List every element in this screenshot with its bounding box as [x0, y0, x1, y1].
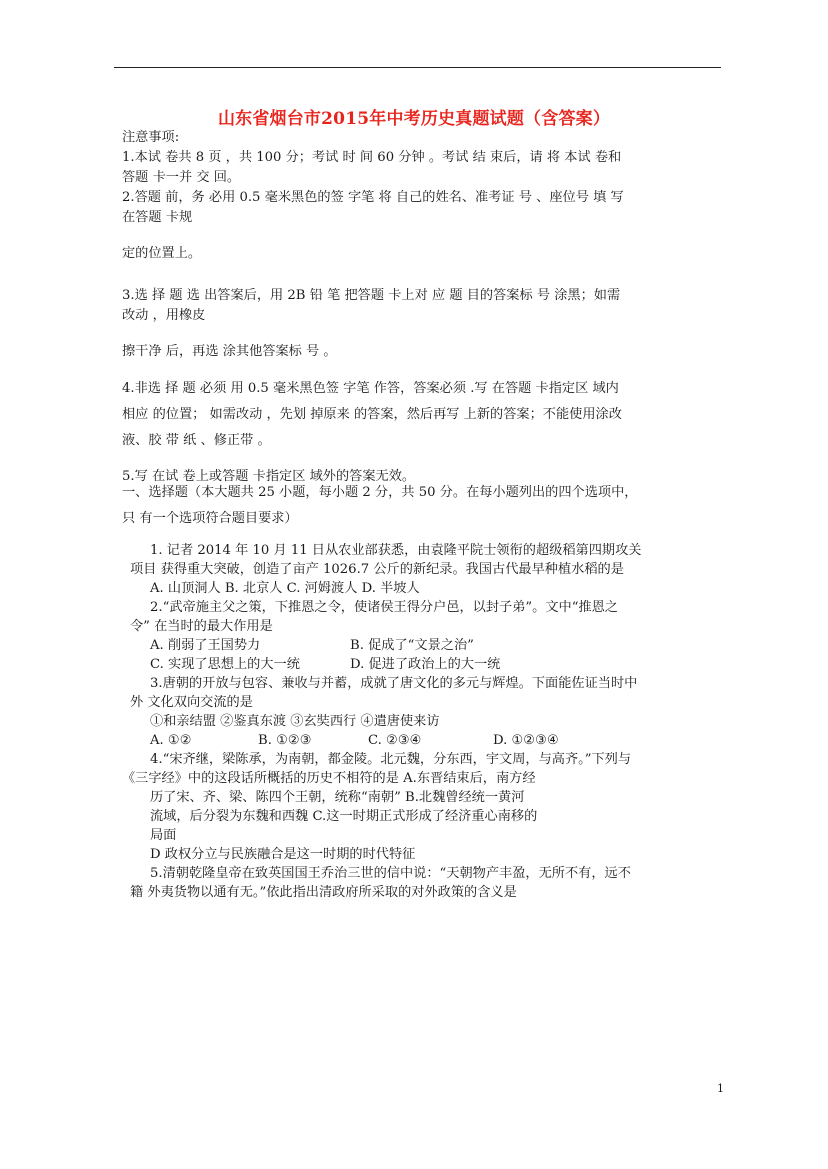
question-4-line: 流域，后分裂为东魏和西魏 C.这一时期正式形成了经济重心南移的 — [150, 809, 538, 824]
question-3-line: 3.唐朝的开放与包容、兼收与并蓄，成就了唐文化的多元与辉煌。下面能佐证当时中 — [150, 676, 638, 691]
question-1-options: A. 山顶洞人 B. 北京人 C. 河姆渡人 D. 半坡人 — [150, 581, 420, 596]
instruction-line: 答题 卡一并 交 回。 — [122, 170, 241, 185]
instruction-line: 定的位置上。 — [122, 246, 202, 261]
option-a: A. ①② — [150, 733, 192, 748]
question-4-line: 《三字经》中的这段话所概括的历史不相符的是 A.东晋结束后，南方经 — [122, 771, 536, 786]
question-2-options-row — [130, 655, 714, 674]
option-d: D. 促进了政治上的大一统 — [350, 657, 501, 672]
instruction-line: 5.写 在试 卷上或答题 卡指定区 域外的答案无效。 — [122, 469, 416, 484]
option-c: C. 实现了思想上的大一统 — [150, 657, 300, 672]
option-b: B. ①②③ — [258, 733, 312, 748]
instruction-line: 4.非选 择 题 必须 用 0.5 毫米黑色签 字笔 作答，答案必须 .写 在答题 卡指定区 域内 — [122, 381, 619, 396]
instruction-line: 改动 ，用橡皮 — [122, 308, 206, 323]
question-5-line: 5.清朝乾隆皇帝在致英国国王乔治三世的信中说：“天朝物产丰盈，无所不有，远不 — [150, 866, 631, 881]
option-d: D. ①②③④ — [493, 733, 559, 748]
question-4-line: 局面 — [150, 828, 177, 843]
question-2-line: 令” 在当时的最大作用是 — [130, 619, 273, 634]
question-2-line: 2.“武帝施主父之策，下推恩之令，使诸侯王得分户邑，以封子弟”。文中“推恩之 — [150, 600, 618, 615]
section-heading — [122, 480, 712, 532]
question-3-options-row — [130, 731, 714, 750]
instruction-line: 2.答题 前，务 必用 0.5 毫米黑色的签 字笔 将 自己的姓名、准考证 号 、座位号 填 写 — [122, 190, 624, 205]
question-1-line: 项目 获得重大突破，创造了亩产 1026.7 公斤的新纪录。我国古代最早种植水稻的是 — [130, 562, 624, 577]
question-4-line: 4.“宋齐继，梁陈承，为南朝，都金陵。北元魏，分东西，宇文周，与高齐。”下列与 — [150, 752, 632, 767]
page-title: 山东省烟台市2015年中考历史真题试题（含答案） — [217, 109, 611, 129]
questions-block — [122, 541, 714, 902]
instruction-line: 1.本试 卷共 8 页 ，共 100 分；考试 时 间 60 分钟 。考试 结 束后，请 将 本试 卷和 — [122, 150, 622, 165]
question-3-items: ①和亲结盟 ②鉴真东渡 ③玄奘西行 ④遣唐使来访 — [150, 714, 440, 729]
question-3-line: 外 文化双向交流的是 — [130, 695, 253, 710]
question-4-line: D 政权分立与民族融合是这一时期的时代特征 — [150, 847, 416, 862]
option-c: C. ②③④ — [368, 733, 422, 748]
instructions-block — [122, 128, 712, 490]
instruction-line: 相应 的位置； 如需改动 ，先划 掉原来 的答案，然后再写 上新的答案；不能使用涂改 — [122, 407, 622, 422]
question-2-options-row — [130, 636, 714, 655]
option-a: A. 削弱了王国势力 — [150, 638, 261, 653]
section-heading-line: 一、选择题（本大题共 25 小题，每小题 2 分，共 50 分。在每小题列出的四个选项中， — [122, 485, 638, 500]
instruction-line: 擦干净 后，再选 涂其他答案标 号 。 — [122, 344, 337, 359]
section-heading-line: 只 有一个选项符合题目要求） — [122, 511, 298, 526]
page-number: 1 — [717, 1082, 724, 1095]
option-b: B. 促成了“文景之治” — [350, 638, 474, 653]
header-rule — [114, 67, 721, 68]
instruction-line: 3.选 择 题 选 出答案后，用 2B 铅 笔 把答题 卡上对 应 题 目的答案标 号 涂黑；如需 — [122, 288, 621, 303]
instructions-heading: 注意事项: — [122, 130, 180, 145]
question-5-line: 籍 外夷货物以通有无。”依此指出清政府所采取的对外政策的含义是 — [130, 885, 517, 900]
instruction-line: 在答题 卡规 — [122, 210, 193, 225]
question-1-line: 1. 记者 2014 年 10 月 11 日从农业部获悉，由袁隆平院士领衔的超级稻第四期攻关 — [150, 543, 642, 558]
question-4-line: 历了宋、齐、梁、陈四个王朝，统称“南朝” B.北魏曾经统一黄河 — [150, 790, 525, 805]
instruction-line: 液、胶 带 纸 、修正带 。 — [122, 433, 271, 448]
